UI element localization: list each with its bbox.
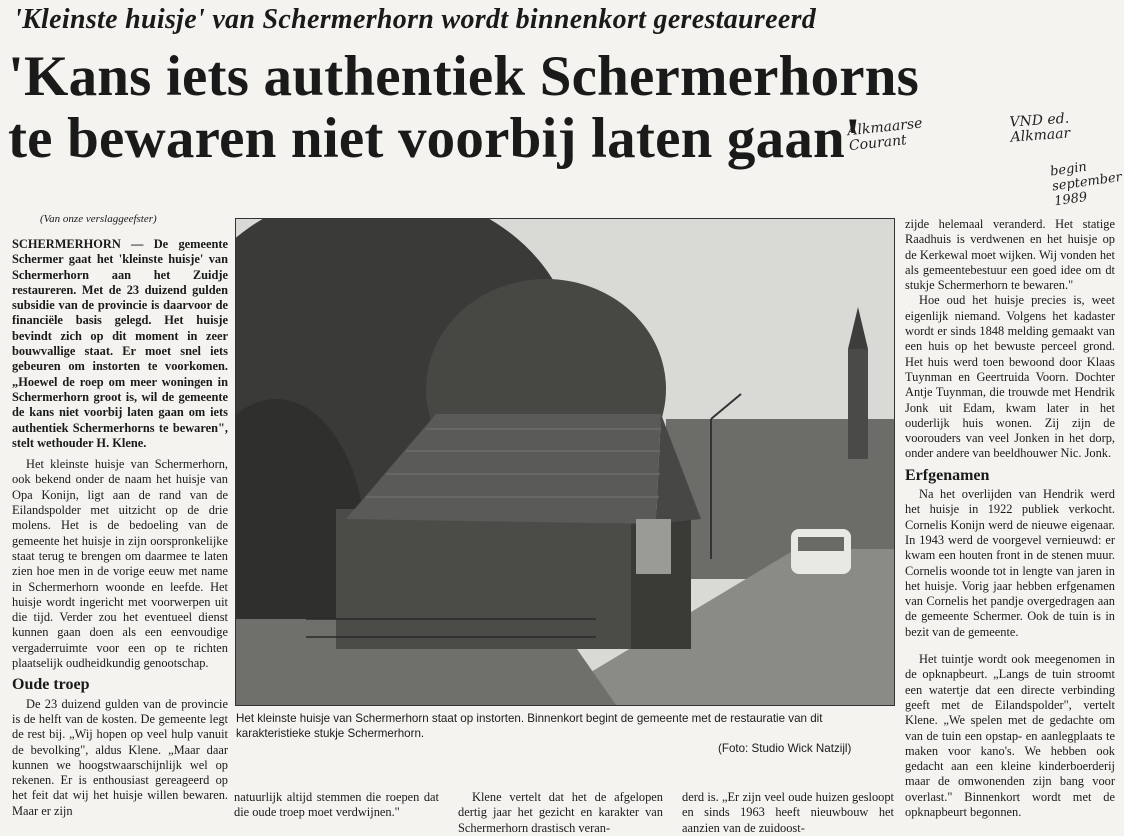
- main-headline: [8, 46, 1108, 170]
- article-column-right: [905, 217, 1115, 820]
- handwritten-source-note: Alkmaarse Courant: [846, 115, 924, 155]
- article-photo: [235, 218, 895, 706]
- body-paragraph: Klene vertelt dat het de afgelopen dertig jaar het gezicht en karakter van Schermerhorn drastisch veran-: [458, 790, 663, 835]
- article-column-bottom-2: [458, 790, 663, 836]
- subheading-oude-troep: Oude troep: [12, 676, 90, 694]
- body-paragraph: Het tuintje wordt ook meegenomen in de opknapbeurt. „Langs de tuin stroomt een watertje dat een directe verbinding geeft met de Eilandspolder", vertelt Klene. „We spelen met de gedachte om van de tuin een opstap- en aanlegplaats te maken voor kano's. We hebben ook gedacht aan een kleine kinderboerderij maar de omwonenden zijn bang voor overlast." Binnenkort wordt met de opknapbeurt begonnen.: [905, 652, 1115, 819]
- headline-line-2: te bewaren niet voorbij laten gaan': [8, 107, 861, 170]
- body-paragraph: natuurlijk altijd stemmen die roepen dat die oude troep moet verdwijnen.": [234, 790, 439, 820]
- body-paragraph: Het kleinste huisje van Schermerhorn, ook bekend onder de naam het huisje van Opa Konijn, ligt aan de rand van de Eilandspolder met uitzicht op de drie molens. Het is de bedoeling van de gemeente het huisje in zijn oorspronkelijke staat terug te brengen om daarmee te laten zien hoe men in de vorige eeuw met name in Schermerhorn woonde en leefde. Het huisje wordt ingericht met voorwerpen uit die tijd. Verder zou het eventueel dienst kunnen gaan doen als een eenvoudige vergaderruimte voor een op te richten plaatselijk oudheidkundig genootschap.: [12, 457, 228, 671]
- body-paragraph: zijde helemaal veranderd. Het statige Raadhuis is verdwenen en het huisje op de Kerkewal moet wijken. Wij vonden het als gemeentebestuur een goed idee om dt stukje Schermerhorn te bewaren.": [905, 217, 1115, 293]
- article-column-bottom-1: [234, 790, 439, 821]
- body-paragraph: Hoe oud het huisje precies is, weet eigenlijk niemand. Volgens het kadaster wordt er sinds 1848 melding gemaakt van een huis op het bewuste perceel grond. Het huis werd toen bewoond door Klaas Tuynman en Geertruida Voorn. Dochter Antje Tuynman, die trouwde met Hendrik Jonk uit Edam, kwam later in het ouderlijk huis wonen. Zij zijn de voorouders van veel Jonken in het dorp, onder andere van beeldhouwer Nic. Jonk.: [905, 293, 1115, 461]
- photo-caption: Het kleinste huisje van Schermerhorn staat op instorten. Binnenkort begint de gemeente met de restauratie van dit karakteristieke stukje Schermerhorn.: [236, 712, 823, 740]
- lead-paragraph: SCHERMERHORN — De gemeente Schermer gaat het 'kleinste huisje' van Schermerhorn aan het Zuidje restaureren. Met de 23 duizend gulden subsidie van de provincie is daarvoor de financiële basis gelegd. Het huisje bevindt zich op dit moment in zeer bouwvallige staat. Er moet snel iets gebeuren om instorten te voorkomen. „Hoewel de roep om meer woningen in Schermerhorn groot is, wil de gemeente de kans niet voorbij laten gaan om iets authentiek Schermerhorns te bewaren", stelt wethouder H. Klene.: [12, 237, 228, 450]
- handwritten-date-note: begin september 1989: [1049, 159, 1123, 210]
- photo-illustration: [236, 219, 894, 705]
- subheading-erfgenamen: Erfgenamen: [905, 466, 990, 484]
- byline: (Van onze verslaggeefster): [40, 213, 157, 225]
- body-paragraph: derd is. „Er zijn veel oude huizen gesloopt en sinds 1963 heeft nieuwbouw het aanzien van de zuidoost-: [682, 790, 894, 835]
- photo-credit: (Foto: Studio Wick Natzijl): [718, 742, 852, 755]
- handwritten-edition-note: VND ed. Alkmaar: [1009, 110, 1071, 146]
- article-column-bottom-3: [682, 790, 894, 836]
- body-paragraph: Na het overlijden van Hendrik werd het huisje in 1922 publiek verkocht. Cornelis Konijn werd de nieuwe eigenaar. In 1943 werd de voorgevel vernieuwd: er kwam een houten front in de stenen muur. Cornelis woonde tot in lengte van jaren in het huisje. Vorig jaar hebben erfgenamen van Cornelis het pandje overgedragen aan de gemeente Schermer. Ook de tuin is in bezit van de gemeente.: [905, 487, 1115, 639]
- headline-line-1: 'Kans iets authentiek Schermerhorns: [8, 45, 920, 108]
- kicker-headline: 'Kleinste huisje' van Schermerhorn wordt binnenkort gerestaureerd: [14, 4, 817, 35]
- article-column-left: [12, 237, 228, 819]
- body-paragraph: De 23 duizend gulden van de provincie is de helft van de kosten. De gemeente legt de rest bij. „Wij hopen op veel hulp vanuit de bevolking", aldus Klene. „Maar daar kunnen we hoogstwaarschijnlijk wel op rekenen. Er is enthousiast gereageerd op het feit dat wij het huisje willen bewaren. Maar er zijn: [12, 696, 228, 818]
